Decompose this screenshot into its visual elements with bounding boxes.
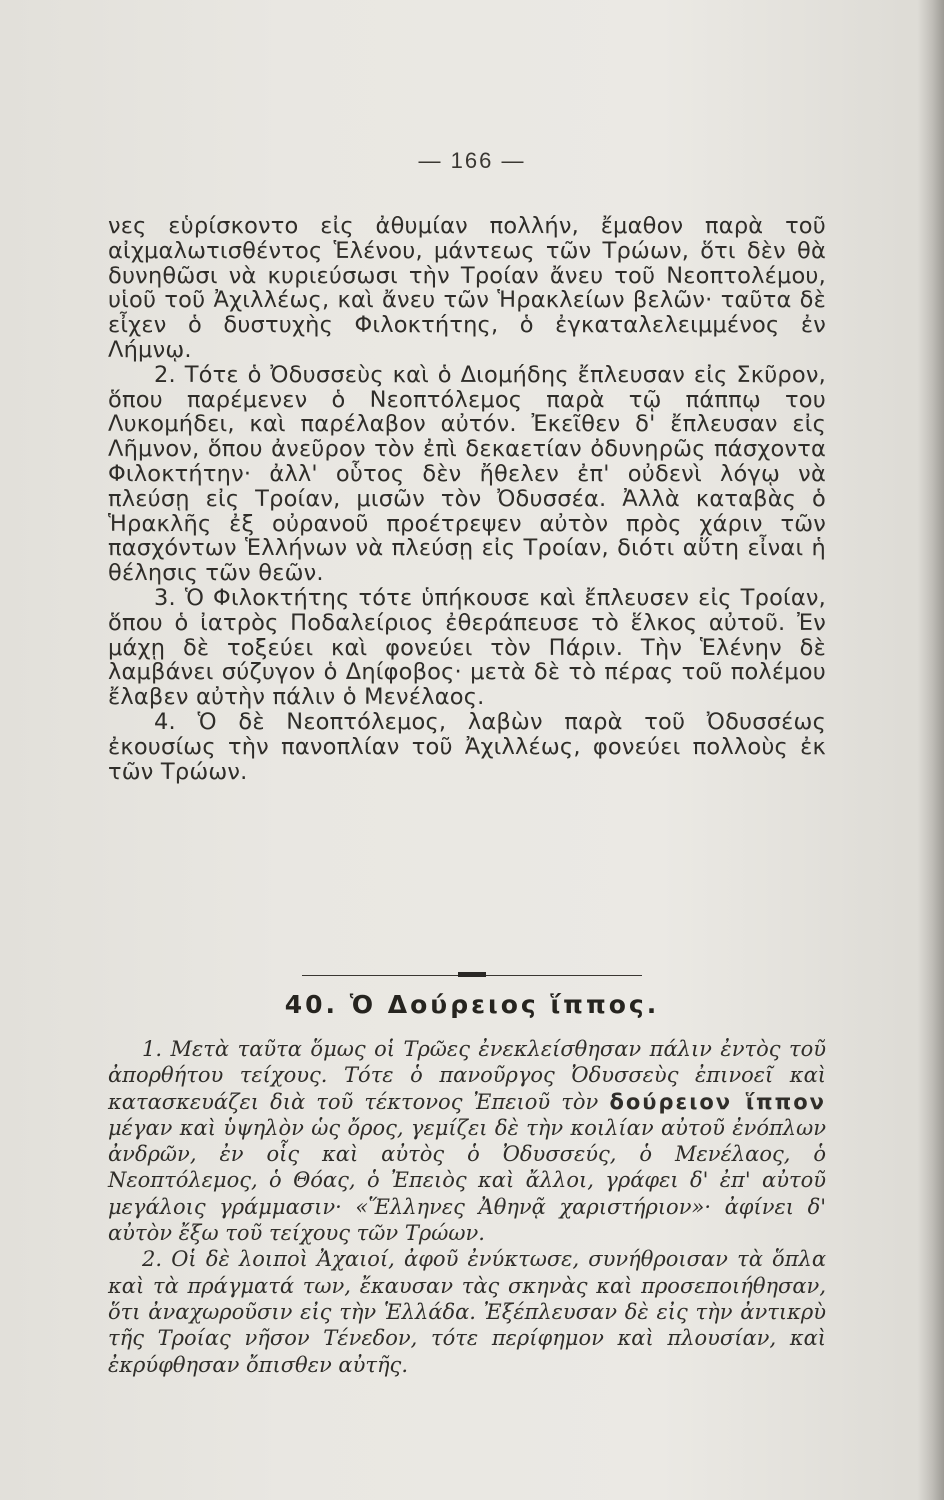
section-paragraph-1 bbox=[108, 1036, 826, 1246]
page-number: — 166 — bbox=[418, 148, 526, 173]
paragraph-4: 4. Ὁ δὲ Νεοπτόλεμος, λαβὼν παρὰ τοῦ Ὀδυσσέως ἐκουσίως τὴν πανοπλίαν τοῦ Ἀχιλλέως, φονεύει πολλοὺς ἐκ τῶν Τρώων. bbox=[108, 708, 826, 785]
emphasized-term: δούρειον ἵππον bbox=[609, 1089, 826, 1114]
paragraph-3: 3. Ὁ Φιλοκτήτης τότε ὑπήκουσε καὶ ἔπλευσεν εἰς Τροίαν, ὅπου ὁ ἰατρὸς Ποδαλείριος ἐθεράπευσε τὸ ἕλκος αὐτοῦ. Ἐν μάχῃ δὲ τοξεύει καὶ φονεύει τὸν Πάριν. Τὴν Ἑλένην δὲ λαμβάνει σύζυγον ὁ Δηίφοβος· μετὰ δὲ τὸ πέρας τοῦ πολέμου ἔλαβεν αὐτὴν πάλιν ὁ Μενέλαος. bbox=[108, 584, 826, 711]
previous-section-text bbox=[108, 214, 826, 784]
section-paragraph-1-end: μέγαν καὶ ὑψηλὸν ὡς ὄρος, γεμίζει δὲ τὴν κοιλίαν αὐτοῦ ἐνόπλων ἀνδρῶν, ἐν οἷς καὶ αὐτὸς ὁ Ὀδυσσεύς, ὁ Μενέλαος, ὁ Νεοπτόλεμος, ὁ Θόας, ὁ Ἐπειὸς καὶ ἄλλοι, γράφει δ' ἐπ' αὐτοῦ μεγάλοις γράμμασιν· «Ἕλληνες Ἀθηνᾷ χαριστήριον»· ἀφίνει δ' αὐτὸν ἔξω τοῦ τείχους τῶν Τρώων. bbox=[108, 1115, 826, 1246]
section-paragraph-1-start: 1. Μετὰ ταῦτα ὅμως οἱ Τρῶες ἐνεκλείσθησαν πάλιν ἐντὸς τοῦ ἀπορθήτου τείχους. Τότε ὁ πανοῦργος Ὀδυσσεὺς ἐπινοεῖ καὶ κατασκευάζει διὰ τοῦ τέκτονος Ἐπειοῦ τὸν bbox=[108, 1037, 826, 1114]
section-heading: 40. Ὁ Δούρειος ἵππος. bbox=[284, 990, 660, 1019]
page-edge-shadow bbox=[918, 0, 944, 1500]
paragraph-2: 2. Τότε ὁ Ὀδυσσεὺς καὶ ὁ Διομήδης ἔπλευσαν εἰς Σκῦρον, ὅπου παρέμενεν ὁ Νεοπτόλεμος παρὰ τῷ πάππῳ του Λυκομήδει, καὶ παρέλαβον αὐτόν. Ἐκεῖθεν δ' ἔπλευσαν εἰς Λῆμνον, ὅπου ἀνεῦρον τὸν ἐπὶ δεκαετίαν ὀδυνηρῶς πάσχοντα Φιλοκτήτην· ἀλλ' οὗτος δὲν ἤθελεν ἐπ' οὐδενὶ λόγῳ νὰ πλεύσῃ εἰς Τροίαν, μισῶν τὸν Ὀδυσσέα. Ἀλλὰ καταβὰς ὁ Ἡρακλῆς ἐξ οὐρανοῦ προέτρεψεν αὐτὸν πρὸς χάριν τῶν πασχόντων Ἑλλήνων νὰ πλεύσῃ εἰς Τροίαν, διότι αὕτη εἶναι ἡ θέλησις τῶν θεῶν. bbox=[108, 361, 826, 587]
section-divider-mark bbox=[458, 972, 486, 977]
paragraph-continuation: νες εὑρίσκοντο εἰς ἀθυμίαν πολλήν, ἔμαθον παρὰ τοῦ αἰχμαλωτισθέντος Ἑλένου, μάντεως τῶν Τρώων, ὅτι δὲν θὰ δυνηθῶσι νὰ κυριεύσωσι τὴν Τροίαν ἄνευ τοῦ Νεοπτολέμου, υἱοῦ τοῦ Ἀχιλλέως, καὶ ἄνευ τῶν Ἡρακλείων βελῶν· ταῦτα δὲ εἶχεν ὁ δυστυχὴς Φιλοκτήτης, ὁ ἐγκαταλελειμμένος ἐν Λήμνῳ. bbox=[108, 213, 826, 363]
section-text bbox=[108, 1036, 826, 1378]
section-paragraph-2: 2. Οἱ δὲ λοιποὶ Ἀχαιοί, ἀφοῦ ἐνύκτωσε, συνήθροισαν τὰ ὅπλα καὶ τὰ πράγματά των, ἔκαυσαν τὰς σκηνὰς καὶ προσεποιήθησαν, ὅτι ἀναχωροῦσιν εἰς τὴν Ἑλλάδα. Ἐξέπλευσαν δὲ εἰς τὴν ἀντικρὺ τῆς Τροίας νῆσον Τένεδον, τότε περίφημον καὶ πλουσίαν, καὶ ἐκρύφθησαν ὄπισθεν αὐτῆς. bbox=[108, 1247, 826, 1377]
